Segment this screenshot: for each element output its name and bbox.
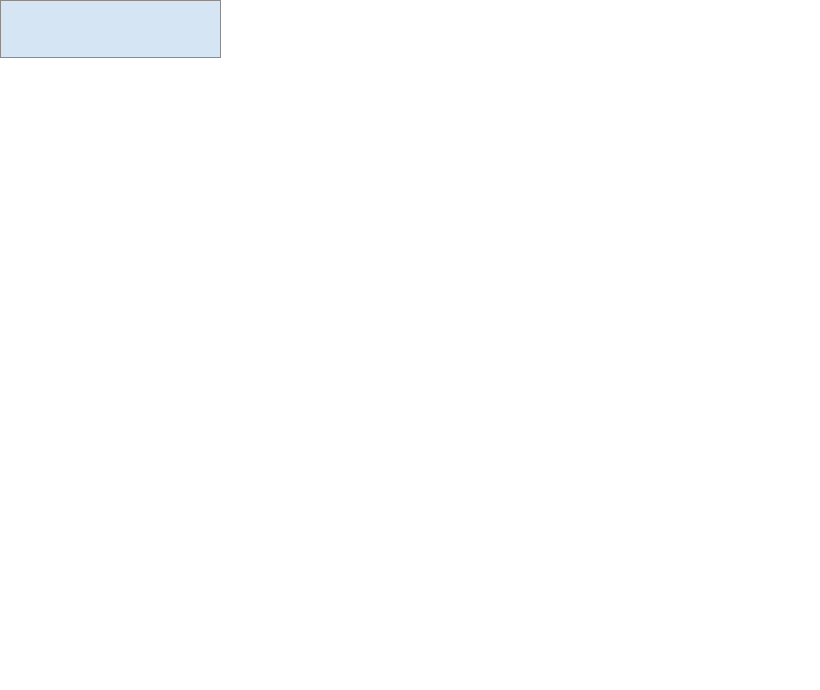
name-column-header — [1, 1, 221, 58]
skills-matrix-table — [0, 0, 820, 58]
